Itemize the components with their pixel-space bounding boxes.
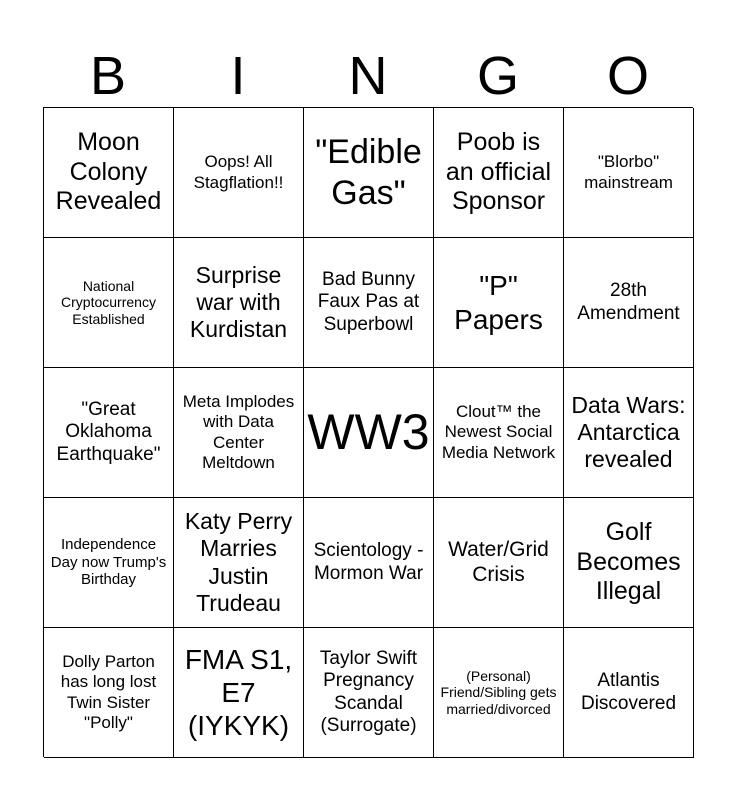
cell-text: Scientology -Mormon War [313, 540, 424, 584]
bingo-cell[interactable] [434, 628, 564, 758]
bingo-cell[interactable] [44, 108, 174, 238]
bingo-cell[interactable] [564, 498, 694, 628]
cell-text: Water/Grid Crisis [448, 537, 549, 586]
bingo-cell[interactable] [304, 628, 434, 758]
cell-text: Data Wars: Antarctica revealed [571, 391, 686, 473]
cell-text: Atlantis Discovered [580, 670, 677, 714]
cell-text: Clout™ the Newest Social Media Network [441, 402, 556, 462]
cell-text: WW3 [307, 404, 430, 460]
bingo-cell[interactable] [434, 368, 564, 498]
cell-text: Golf Becomes Illegal [576, 518, 681, 606]
bingo-cell[interactable] [304, 498, 434, 628]
bingo-cell[interactable] [174, 238, 304, 368]
cell-text: Oops! All Stagflation!! [193, 152, 284, 192]
cell-text: Moon Colony Revealed [55, 128, 162, 216]
bingo-cell[interactable] [304, 238, 434, 368]
bingo-cell[interactable] [434, 498, 564, 628]
cell-text: Taylor Swift Pregnancy Scandal (Surrogate) [319, 647, 418, 736]
bingo-cell[interactable] [44, 238, 174, 368]
cell-text: Surprise war with Kurdistan [189, 261, 288, 343]
bingo-cell[interactable] [174, 628, 304, 758]
cell-text: Independence Day now Trump's Birthday [50, 535, 167, 589]
bingo-cell[interactable] [174, 108, 304, 238]
bingo-cell[interactable] [44, 628, 174, 758]
bingo-cell[interactable] [564, 108, 694, 238]
bingo-board [43, 107, 693, 757]
bingo-cell[interactable] [44, 498, 174, 628]
cell-text: Dolly Parton has long lost Twin Sister "Polly" [60, 652, 157, 732]
cell-text: Bad Bunny Faux Pas at Superbowl [317, 268, 420, 335]
header-letter-g: G [476, 46, 519, 106]
cell-text: Poob is an official Sponsor [445, 128, 552, 216]
bingo-cell[interactable] [434, 108, 564, 238]
cell-text: 28th Amendment [577, 280, 680, 324]
cell-text: "Great Oklahoma Earthquake" [56, 398, 161, 465]
cell-text: "P" Papers [454, 270, 543, 335]
cell-text: FMA S1, E7 (IYKYK) [184, 643, 293, 742]
bingo-cell[interactable] [564, 628, 694, 758]
cell-text: Meta Implodes with Data Center Meltdown [182, 392, 295, 472]
header-letter-b: B [89, 46, 127, 106]
bingo-header [43, 44, 693, 108]
cell-text: "Edible Gas" [315, 133, 422, 212]
header-letter-n: N [348, 46, 388, 106]
bingo-cell[interactable] [304, 108, 434, 238]
cell-text: National Cryptocurrency Established [61, 277, 156, 327]
header-letter-i: I [230, 46, 246, 106]
cell-text: Katy Perry Marries Justin Trudeau [184, 508, 293, 616]
bingo-cell[interactable] [564, 238, 694, 368]
bingo-cell[interactable] [174, 368, 304, 498]
bingo-cell[interactable] [174, 498, 304, 628]
bingo-cell[interactable] [44, 368, 174, 498]
cell-text: "Blorbo" mainstream [584, 152, 673, 192]
header-letter-o: O [606, 46, 649, 106]
bingo-cell[interactable] [434, 238, 564, 368]
bingo-cell[interactable] [564, 368, 694, 498]
cell-text: (Personal) Friend/Sibling gets married/divorced [440, 667, 557, 717]
bingo-cell[interactable] [304, 368, 434, 498]
